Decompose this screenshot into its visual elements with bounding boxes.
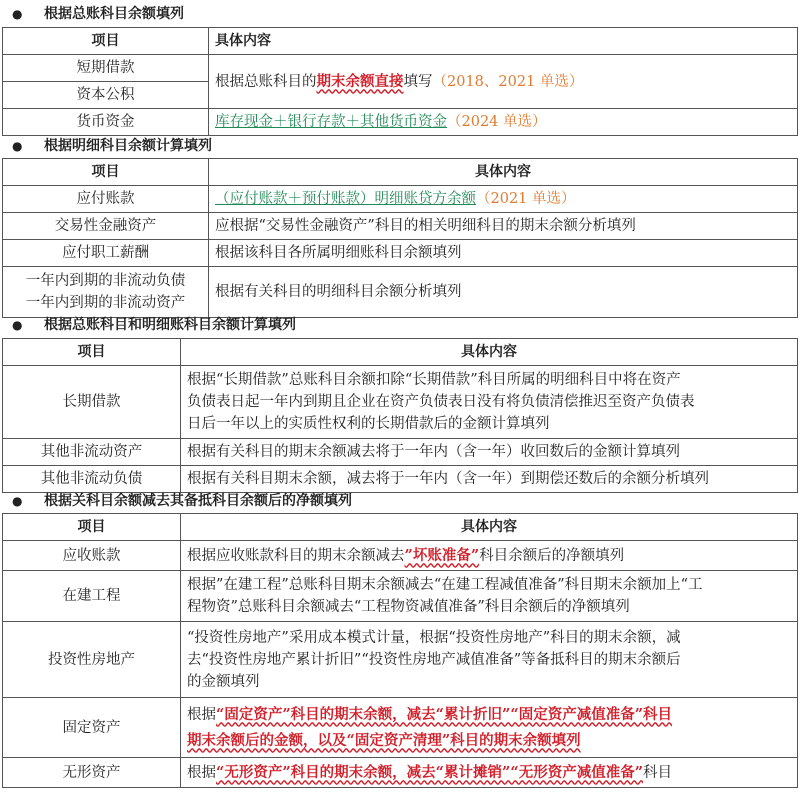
- content-cell: 根据有关科目期末余额，减去将于一年内（含一年）到期偿还数后的余额分析填列: [181, 466, 798, 493]
- content-cell: 应根据“交易性金融资产”科目的相关明细科目的期末余额分析填列: [209, 213, 798, 240]
- content-cell: [209, 109, 798, 136]
- text-span: 填写: [403, 73, 433, 90]
- content-line: 根据“长期借款”总账科目余额扣除“长期借款”科目所属的明细科目中将在资产: [187, 372, 681, 388]
- table-header-row: [3, 514, 798, 541]
- item-cell: 应收账款: [3, 541, 181, 571]
- content-line: 日后一年以上的实质性权利的长期借款后的金额计算填列: [187, 416, 550, 432]
- item-cell: 短期借款: [3, 55, 209, 82]
- section-2-heading: [0, 134, 800, 158]
- content-cell: [181, 366, 798, 439]
- item-cell: 在建工程: [3, 571, 181, 622]
- table-row: [3, 622, 798, 698]
- content-line: 根据”在建工程”总账科目期末余额减去“在建工程减值准备”科目期末余额加上“工: [187, 577, 703, 593]
- table-row: [3, 698, 798, 758]
- content-cell: 根据该科目各所属明细账科目余额填列: [209, 240, 798, 267]
- item-cell: 货币资金: [3, 109, 209, 136]
- table-row: [3, 240, 798, 267]
- content-line: 负债表日起一年内到期且企业在资产负债表日没有将负债清偿推迟至资产负债表: [187, 394, 695, 410]
- item-cell: 投资性房地产: [3, 622, 181, 698]
- section-4-heading: [0, 489, 800, 513]
- content-cell: [181, 541, 798, 571]
- header-item: 项目: [3, 28, 209, 55]
- section-1-title: 根据总账科目余额填列: [44, 6, 184, 22]
- header-content: 具体内容: [181, 339, 798, 366]
- highlight-text: （应付账款＋预付账款）明细账贷方余额: [215, 191, 476, 207]
- table-row: [3, 109, 798, 136]
- content-line: “投资性房地产”采用成本模式计量，根据“投资性房地产”科目的期末余额，减: [187, 629, 681, 646]
- item-cell: 交易性金融资产: [3, 213, 209, 240]
- header-content: 具体内容: [209, 159, 798, 186]
- section-3-table: [2, 338, 798, 493]
- bullet-icon: ●: [12, 139, 23, 153]
- highlight-text: ”坏账准备”: [404, 546, 480, 564]
- section-3-heading: [0, 313, 800, 337]
- highlight-text: 库存现金＋银行存款＋其他货币资金: [215, 114, 447, 130]
- table-row: [3, 758, 798, 788]
- table-row: [3, 541, 798, 571]
- content-line: [187, 702, 791, 728]
- item-cell: 资本公积: [3, 82, 209, 109]
- section-2-table: [2, 158, 798, 318]
- text-span: 根据应收账款科目的期末余额减去: [187, 547, 405, 564]
- item-cell: 其他非流动负债: [3, 466, 181, 493]
- highlight-text: 期末余额后的金额，以及“固定资产清理”科目的期末余额填列: [187, 731, 581, 749]
- text-span: 科目余额后的净额填列: [479, 547, 625, 564]
- table-row: [3, 439, 798, 466]
- content-cell: 根据有关科目的期末余额减去将于一年内（含一年）收回数后的金额计算填列: [181, 439, 798, 466]
- item-cell: 其他非流动资产: [3, 439, 181, 466]
- table-row: [3, 186, 798, 213]
- item-cell: [3, 267, 209, 318]
- item-cell: 无形资产: [3, 758, 181, 788]
- item-cell: 长期借款: [3, 366, 181, 439]
- header-item: 项目: [3, 159, 209, 186]
- bullet-icon: ●: [12, 494, 23, 508]
- content-cell: [209, 186, 798, 213]
- bullet-icon: ●: [12, 7, 23, 21]
- bullet-icon: ●: [12, 318, 23, 332]
- section-1-table: [2, 27, 798, 136]
- text-span: 科目: [643, 764, 673, 781]
- header-item: 项目: [3, 339, 181, 366]
- content-cell: [181, 698, 798, 758]
- table-row: [3, 366, 798, 439]
- header-content: 具体内容: [209, 28, 798, 55]
- table-row: [3, 213, 798, 240]
- content-line: 去“投资性房地产累计折旧”“投资性房地产减值准备”等备抵科目的期末余额后: [187, 651, 681, 668]
- exam-year-note: （2024 单选）: [447, 114, 547, 130]
- content-cell: [209, 55, 798, 109]
- highlight-text: “固定资产”科目的期末余额，减去“累计折旧”“固定资产减值准备”科目: [216, 705, 673, 723]
- table-header-row: [3, 159, 798, 186]
- header-content: 具体内容: [181, 514, 798, 541]
- section-4-table: [2, 513, 798, 788]
- text-span: 根据总账科目的: [215, 73, 317, 90]
- exam-year-note: （2021 单选）: [476, 191, 576, 207]
- item-cell: 应付职工薪酬: [3, 240, 209, 267]
- content-line: 的金额填列: [187, 673, 260, 690]
- item-line: 一年内到期的非流动资产: [25, 295, 186, 311]
- content-cell: [181, 571, 798, 622]
- highlight-text: 期末余额直接: [316, 72, 404, 90]
- table-header-row: [3, 339, 798, 366]
- highlight-text: “无形资产”科目的期末余额，减去“累计摊销”“无形资产减值准备”: [216, 763, 644, 781]
- section-2-title: 根据明细科目余额计算填列: [44, 138, 212, 154]
- text-span: 根据: [187, 706, 216, 723]
- item-cell: 固定资产: [3, 698, 181, 758]
- item-line: 一年内到期的非流动负债: [25, 273, 186, 289]
- table-row: [3, 55, 798, 82]
- table-row: [3, 267, 798, 318]
- exam-year-note: （2018、2021 单选）: [432, 73, 584, 90]
- item-cell: 应付账款: [3, 186, 209, 213]
- table-row: [3, 571, 798, 622]
- content-cell: [181, 758, 798, 788]
- content-line: 程物资”总账科目余额减去“工程物资减值准备”科目余额后的净额填列: [187, 599, 630, 615]
- section-3-title: 根据总账科目和明细账科目余额计算填列: [44, 317, 296, 333]
- section-4-title: 根据关科目余额减去其备抵科目余额后的净额填列: [44, 493, 352, 509]
- content-cell: [181, 622, 798, 698]
- section-1-heading: [0, 2, 800, 26]
- table-header-row: [3, 28, 798, 55]
- text-span: 根据: [187, 764, 216, 781]
- header-item: 项目: [3, 514, 181, 541]
- content-cell: 根据有关科目的明细科目余额分析填列: [209, 267, 798, 318]
